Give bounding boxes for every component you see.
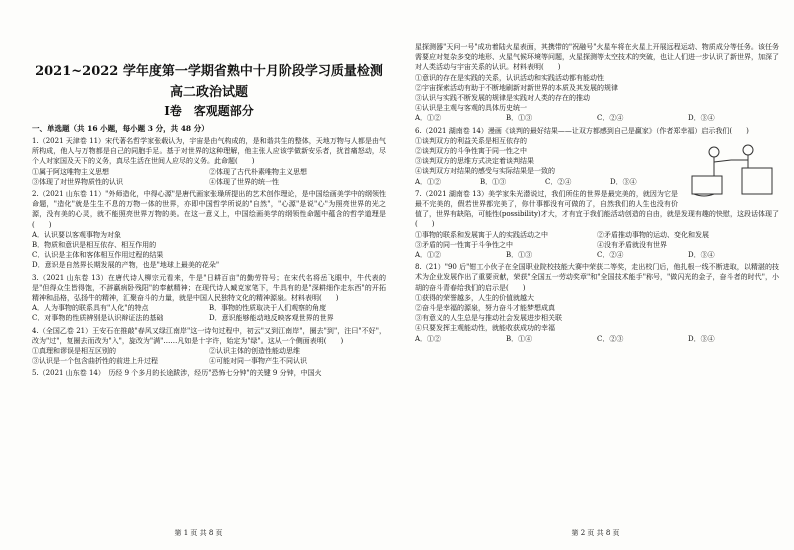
option: ②认识主体的创造性能动思维 bbox=[209, 347, 300, 356]
question-1-options-row2 bbox=[32, 177, 386, 187]
answer-choices bbox=[415, 177, 675, 187]
question-3-options bbox=[32, 303, 386, 313]
choice: D．③④ bbox=[610, 177, 637, 186]
option: ①事物的联系和发展寓于人的实践活动之中 bbox=[415, 230, 548, 239]
choice: A．①② bbox=[415, 334, 442, 343]
option: ②宇宙探索活动有助于不断地刷新对新世界的本质及其发展的规律 bbox=[415, 83, 618, 92]
question-4-stem: 4.（全国乙卷 21）王安石在推敲"春风又绿江南岸"这一诗句过程中，初云"又到江南岸"，圈去"到"，注曰"不好"，改为"过"，复圈去而改为"入"，旋改为"满"……凡如是十字许，始定为"绿"。这从一个侧面表明( ) bbox=[32, 326, 386, 345]
part-heading: Ⅰ卷 客观题部分 bbox=[164, 104, 254, 118]
exam-subtitle: 高二政治试题 bbox=[169, 85, 248, 100]
option: C．认识是主体和客体相互作用过程的结果 bbox=[32, 251, 164, 260]
choice: B．①③ bbox=[506, 251, 533, 260]
option: ②体现了古代朴素唯物主义思想 bbox=[209, 167, 307, 176]
option: ①谈判双方的利益关系是相互依存的 bbox=[415, 136, 527, 145]
option: ①获得的荣誉越多，人生的价值就越大 bbox=[415, 293, 534, 302]
choice: C．②④ bbox=[545, 177, 572, 186]
question-5-stem: 5.（2021 山东卷 14） 历经 9 个多月的长途跋涉，经历"恐怖七分钟"的关键 9 分钟，中国火 bbox=[32, 369, 322, 378]
choice: C．②③ bbox=[597, 334, 624, 343]
option: D．意识能够能动地反映客观世界的世界 bbox=[209, 314, 334, 323]
choice: D．③④ bbox=[688, 334, 715, 343]
choice: D．③④ bbox=[688, 251, 715, 260]
question-7-stem: 7.（2021 湖南卷 13）美学家朱光潜说过，我们所住的世界是最完美的，就因为它是最不完美的，假若世界都完美了，你什事都没有可做的了，自然我们的人生也没有价值了，世界有缺陷，可能性(possibility)才大，才有宜于我们能活动创造的自由，就是发现有趣的快慰，这段话体现了( ) bbox=[415, 189, 779, 229]
option: ③认识与实践不断发展的规律是实践对人类的存在的推动 bbox=[415, 94, 590, 103]
question-1-options bbox=[32, 167, 386, 177]
choice: B．①④ bbox=[506, 334, 533, 343]
page-2-column bbox=[415, 42, 779, 344]
option: ①真理和谬误是相互区别的 bbox=[32, 347, 116, 356]
option: ③有意义的人生总是与推动社会发展进步相关联 bbox=[415, 314, 562, 323]
option: A．认识要以客观事物为对象 bbox=[32, 230, 122, 239]
option: ④可能对同一事物产生不同认识 bbox=[209, 357, 307, 366]
option: ④体现了世界的统一性 bbox=[209, 177, 279, 186]
option: ②奋斗是幸福的源泉，努力奋斗才能梦想成真 bbox=[415, 304, 555, 313]
exam-title: 2021~2022 学年度第一学期省熟中十月阶段学习质量检测 bbox=[35, 64, 383, 79]
answer-choices bbox=[415, 250, 779, 260]
choice: A．①② bbox=[415, 251, 442, 260]
option: ①意识的存在是实践的关系，认识活动和实践活动都有能动性 bbox=[415, 73, 604, 82]
option: ④只要发挥主观能动性，就能收获成功的幸福 bbox=[415, 324, 555, 333]
option: ④没有矛盾就没有世界 bbox=[597, 240, 667, 249]
question-7-options bbox=[415, 230, 779, 240]
option: ②谈判双方的斗争性寓于同一性之中 bbox=[415, 147, 527, 156]
question-3-options-row2 bbox=[32, 313, 386, 323]
answer-choices bbox=[415, 334, 779, 344]
option: B．物质和意识是相互依存、相互作用的 bbox=[32, 241, 157, 250]
choice: C．②④ bbox=[597, 251, 624, 260]
option: ③谈判双方的思维方式决定着谈判结果 bbox=[415, 157, 534, 166]
option: A．人为事物的联系具有"人化"的特点 bbox=[32, 304, 149, 313]
question-5-continued: 星探测器"天问一号"成功着陆火星表面，其携带的"祝融号"火星车将在火星上开展远程运动、物质成分等任务。该任务需要应对复杂多变的地形、火星气候环境等问题，火星探测等太空技术的突破，也让人们进一步认识了新世界，加深了对人类活动与宇宙关系的认识。材料表明( ) bbox=[415, 43, 779, 72]
choice: C．②④ bbox=[597, 114, 624, 123]
page-2 bbox=[397, 0, 794, 550]
question-2-stem: 2.（2021 山东卷 11）"外师造化，中得心源"是唐代画家张璪所提出的艺术创作理论，是中国绘画美学中的纲领性命题，"造化"就是生生不息的万物一体的世界，亦即中国哲学所说的"自然"，"心源"是说"心"为照亮世界的光之源，没有美的心灵，就不能照亮世界万物的美。在这一意义上，中国绘画美学的纲领性命题中蕴含的哲学道理是( ) bbox=[32, 190, 386, 229]
page-1-column bbox=[32, 0, 386, 379]
page-footer: 第 1 页 共 8 页 bbox=[174, 529, 223, 537]
choice: A．①② bbox=[415, 114, 442, 123]
question-6-stem: 6.（2021 湖南卷 14）漫画《谈判的最好结果——让双方都感到自己是赢家》（作者郑幸福）启示我们( ) bbox=[415, 126, 749, 135]
option: C．对事物的性质辨别是认识辩证法的基础 bbox=[32, 314, 164, 323]
choice: B．①③ bbox=[480, 177, 507, 186]
option: ①属于阿这唯物主义思想 bbox=[32, 167, 109, 176]
option: ③体现了对世界物质性的认识 bbox=[32, 177, 123, 186]
section-heading: 一、单选题（共 16 小题，每小题 3 分，共 48 分） bbox=[32, 124, 209, 133]
option: ②矛盾推动事物的运动、变化和发展 bbox=[597, 230, 709, 239]
option: ③矛盾的同一性寓于斗争性之中 bbox=[415, 240, 513, 249]
option: ③认识是一个包含曲折性的前进上升过程 bbox=[32, 357, 158, 366]
option: B．事物的性质取决于人们观察的角度 bbox=[209, 304, 327, 313]
question-7-options-row2 bbox=[415, 240, 779, 250]
option: ④谈判双方对结果的感受与实际结果是一致的 bbox=[415, 167, 555, 176]
choice: D．③④ bbox=[688, 114, 715, 123]
page-footer: 第 2 页 共 8 页 bbox=[571, 529, 620, 537]
answer-choices bbox=[415, 113, 779, 123]
question-4-options bbox=[32, 346, 386, 356]
question-3-stem: 3.（2021 山东卷 13）在唐代诗人柳宗元看来，牛是"日耕百亩"的勤劳符号；在宋代名将岳飞眼中，牛代表的是"但得众生皆得饱，不辞羸病卧残阳"的奉献精神；在现代诗人臧克家笔下，牛具有的是"深耕细作走东西"的开拓精神和品格，弘扬牛的精神，汇聚奋斗的力量，就是中国人民独特文化的精神源泉。材料表明( ) bbox=[32, 273, 386, 303]
question-8-stem: 8.（21）"90 后"钳工小伙子在全国职业院校技能大赛中荣获二等奖，走出校门后，他扎根一线不断进取，以精湛的技术为企业发展作出了重要贡献，荣获"全国五一劳动奖章"和"全国技术能手"称号，"做闪光的金子，奋斗者的时代"，小胡的奋斗青春给我们的启示是( ) bbox=[415, 263, 779, 292]
question-4-options-row2 bbox=[32, 356, 386, 366]
question-1-stem: 1.（2021 天津卷 11）宋代著名哲学家张载认为，宇宙是由气构成的，是和谐共生的整体，天地万物与人都是由气所构成，他人与万物都是自己的同胞手足。基于对世界的这种理解，他主张人应该学做新安乐者，扰首痛怒动，尽个人对家国及天下的义务，真尽生活在世间人应尽的义务。此命题( ) bbox=[32, 137, 386, 166]
choice: B．①③ bbox=[506, 114, 533, 123]
option: D．意识是自然界长期发展的产物，也是"地球上最美的花朵" bbox=[32, 261, 220, 270]
choice: A．①② bbox=[415, 177, 442, 186]
option: ④认识是主观与客观的具体历史统一 bbox=[415, 104, 527, 113]
cartoon-illustration bbox=[684, 138, 779, 200]
